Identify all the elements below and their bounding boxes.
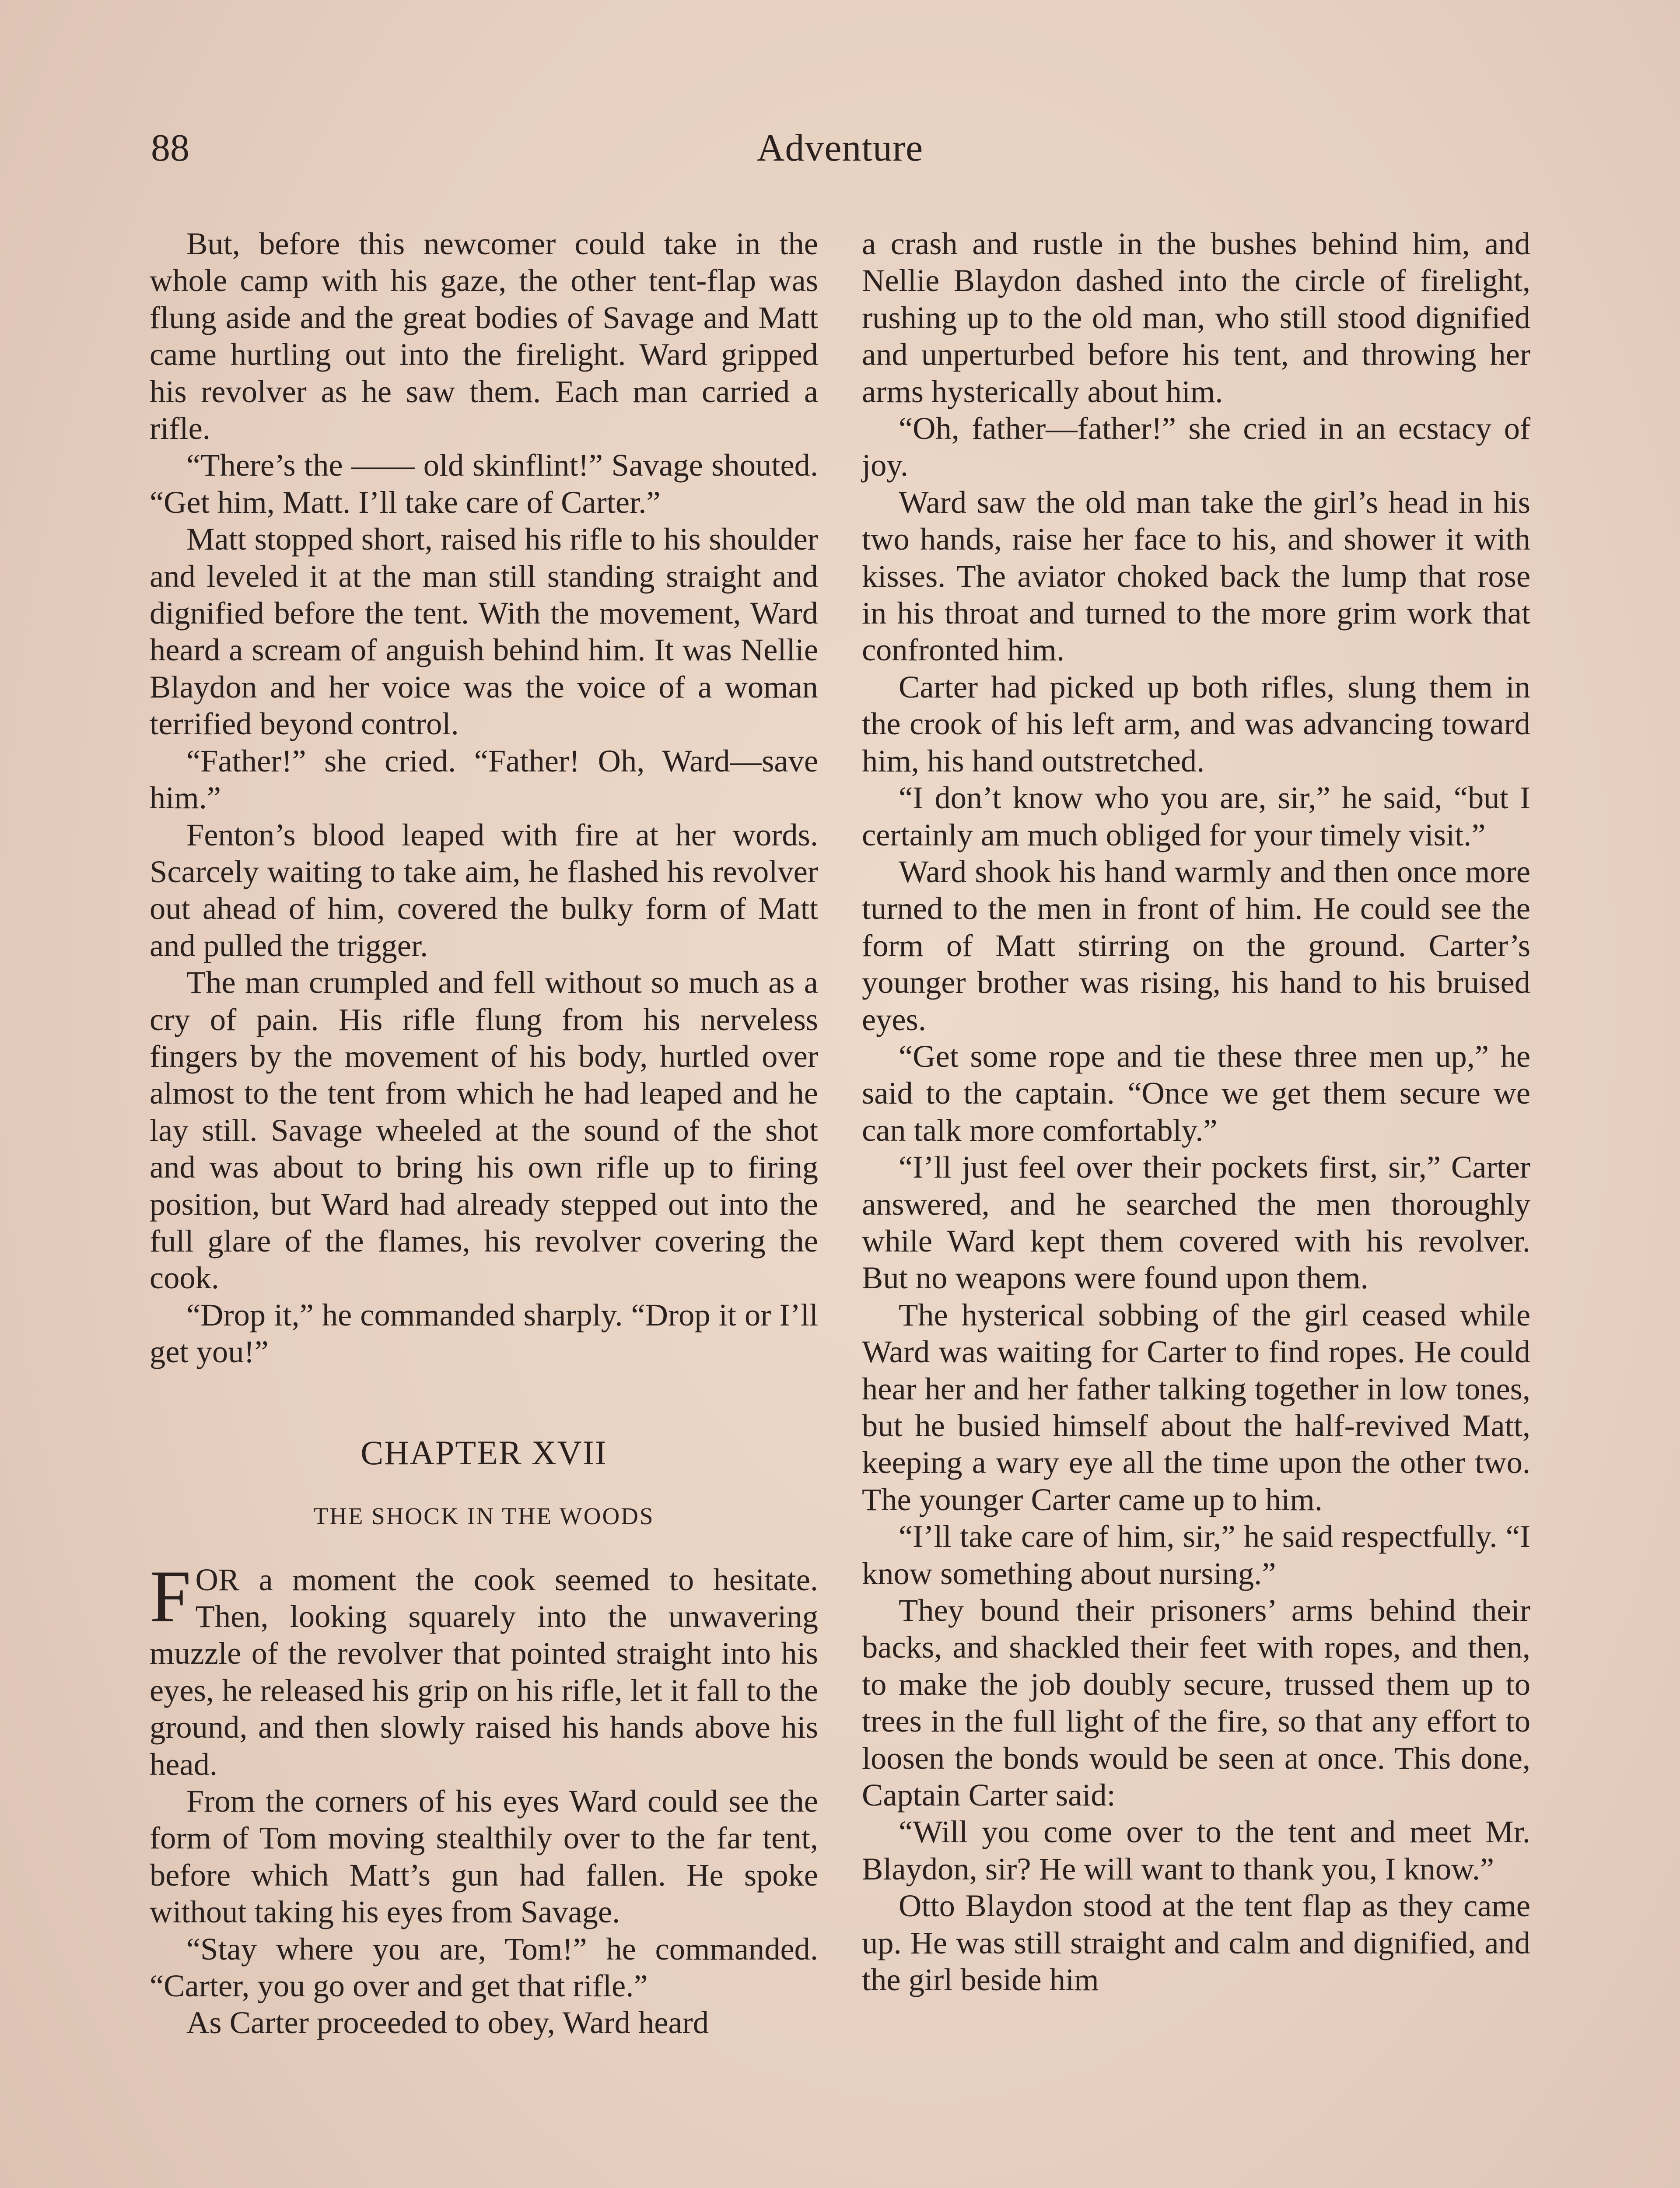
paragraph: “I don’t know who you are, sir,” he said, “but I certainly am much obliged for your timely visit.” xyxy=(862,780,1530,852)
paragraph: The man crumpled and fell without so much as a cry of pain. His rifle flung from his nerveless fingers by the movement of his body, hurtled over almost to the tent from which he had leaped and he lay still. Savage wheeled at the sound of the shot and was about to bring his own rifle up to firing position, but Ward had already stepped out into the full glare of the flames, his revolver covering the cook. xyxy=(150,964,818,1296)
running-head: Adventure xyxy=(756,127,924,169)
paragraph: Ward shook his hand warmly and then once more turned to the men in front of him. He could see the form of Matt stirring on the ground. Carter’s younger brother was rising, his hand to his bruised eyes. xyxy=(862,853,1530,1037)
paragraph: Carter had picked up both rifles, slung them in the crook of his left arm, and was advancing toward him, his hand outstretched. xyxy=(862,669,1530,778)
paragraph: “Father!” she cried. “Father! Oh, Ward—save him.” xyxy=(150,743,818,816)
paragraph: But, before this newcomer could take in the whole camp with his gaze, the other tent-flap was flung aside and the great bodies of Savage and Matt came hurtling out into the firelight. Ward gripped his revolver as he saw them. Each man carried a rifle. xyxy=(150,226,818,446)
paragraph: “I’ll just feel over their pockets first, sir,” Carter answered, and he searched the men thoroughly while Ward kept them covered with his revolver. But no weapons were found upon them. xyxy=(862,1149,1530,1296)
paragraph: The hysterical sobbing of the girl ceased while Ward was waiting for Carter to find ropes. He could hear her and her father talking together in low tones, but he busied himself about the half-revived Matt, keeping a wary eye all the time upon the other two. The younger Carter came up to him. xyxy=(862,1297,1530,1517)
paragraph: “Drop it,” he commanded sharply. “Drop it or I’ll get you!” xyxy=(150,1297,818,1370)
right-column xyxy=(862,225,1530,1999)
paragraph: Fenton’s blood leaped with fire at her words. Scarcely waiting to take aim, he flashed his revolver out ahead of him, covered the bulky form of Matt and pulled the trigger. xyxy=(150,817,818,963)
right-paragraphs xyxy=(862,225,1530,1999)
paragraph: Matt stopped short, raised his rifle to his shoulder and leveled it at the man still standing straight and dignified before the tent. With the movement, Ward heard a scream of anguish behind him. It was Nellie Blaydon and her voice was the voice of a woman terrified beyond control. xyxy=(150,521,818,742)
chapter-opening-text: OR a moment the cook seemed to hesitate. Then, looking squarely into the unwavering muzzle of the revolver that pointed straight into his eyes, he released his grip on his rifle, let it fall to the ground, and then slowly raised his hands above his head. xyxy=(150,1561,818,1782)
left-column xyxy=(150,225,818,2041)
paragraph: From the corners of his eyes Ward could see the form of Tom moving stealthily over to the far tent, before which Matt’s gun had fallen. He spoke without taking his eyes from Savage. xyxy=(150,1783,818,1930)
paragraph: “Stay where you are, Tom!” he commanded. “Carter, you go over and get that rifle.” xyxy=(150,1931,818,2004)
paragraph: They bound their prisoners’ arms behind their backs, and shackled their feet with ropes, and then, to make the job doubly secure, trussed them up to trees in the full light of the fire, so that any effort to loosen the bonds would be seen at once. This done, Captain Carter said: xyxy=(862,1592,1530,1813)
drop-cap: F xyxy=(150,1555,191,1637)
chapter-title: CHAPTER XVII xyxy=(360,1433,607,1472)
paragraph: “Get some rope and tie these three men up,” he said to the captain. “Once we get them secure we can talk more comfortably.” xyxy=(862,1038,1530,1148)
paragraph: Ward saw the old man take the girl’s head in his two hands, raise her face to his, and shower it with kisses. The aviator choked back the lump that rose in his throat and turned to the more grim work that confronted him. xyxy=(862,484,1530,668)
paragraph: Otto Blaydon stood at the tent flap as they came up. He was still straight and calm and dignified, and the girl beside him xyxy=(862,1888,1530,1998)
paragraph: “I’ll take care of him, sir,” he said respectfully. “I know something about nursing.” xyxy=(862,1518,1530,1591)
paragraph: “Will you come over to the tent and meet Mr. Blaydon, sir? He will want to thank you, I know.” xyxy=(862,1814,1530,1886)
paragraph: “Oh, father—father!” she cried in an ecstacy of joy. xyxy=(862,410,1530,483)
left-paragraphs-before xyxy=(150,225,818,1371)
left-paragraphs-after xyxy=(150,1783,818,2041)
paragraph: As Carter proceeded to obey, Ward heard xyxy=(186,2005,709,2041)
page-number: 88 xyxy=(151,127,189,169)
paragraph: “There’s the —— old skinflint!” Savage shouted. “Get him, Matt. I’ll take care of Carter.” xyxy=(150,447,818,520)
chapter-subtitle: THE SHOCK IN THE WOODS xyxy=(313,1502,654,1529)
chapter-opening-paragraph xyxy=(150,1555,818,1783)
paragraph: a crash and rustle in the bushes behind him, and Nellie Blaydon dashed into the circle of firelight, rushing up to the old man, who still stood dignified and unperturbed before his tent, and throwing her arms hysterically about him. xyxy=(862,226,1530,409)
